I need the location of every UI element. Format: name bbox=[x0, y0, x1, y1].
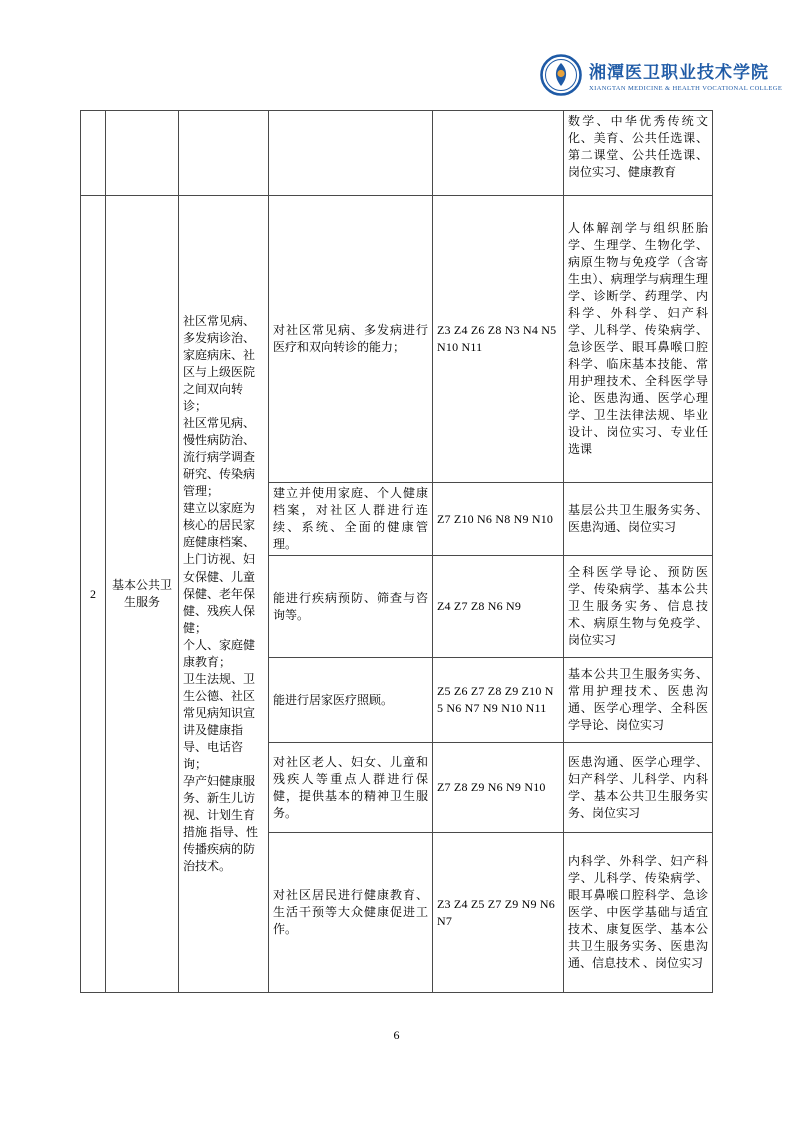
row-index-cell: 2 bbox=[81, 196, 106, 993]
college-name-cn: 湘潭医卫职业技术学院 bbox=[589, 63, 769, 82]
courses-cell: 医患沟通、医学心理学、妇产科学、儿科学、内科学、基本公共卫生服务实务、岗位实习 bbox=[564, 743, 713, 833]
description-cell bbox=[179, 196, 269, 993]
ability-cell: 建立并使用家庭、个人健康档案，对社区人群进行连续、系统、全面的健康管理。 bbox=[269, 483, 433, 556]
college-name-en: XIANGTAN MEDICINE & HEALTH VOCATIONAL COLLEGE bbox=[589, 85, 783, 92]
courses-cell: 全科医学导论、预防医学、传染病学、基本公共卫生服务实务、信息技术、病原生物与免疫学、岗位实习 bbox=[564, 556, 713, 658]
empty-cell bbox=[81, 111, 106, 196]
ability-cell: 对社区常见病、多发病进行医疗和双向转诊的能力； bbox=[269, 196, 433, 483]
courses-cell: 基本公共卫生服务实务、常用护理技术、医患沟通、医学心理学、全科医学导论、岗位实习 bbox=[564, 658, 713, 743]
ability-cell: 对社区居民进行健康教育、生活干预等大众健康促进工作。 bbox=[269, 833, 433, 993]
codes-cell: Z3 Z4 Z5 Z7 Z9 N9 N6 N7 bbox=[433, 833, 564, 993]
codes-cell: Z5 Z6 Z7 Z8 Z9 Z10 N5 N6 N7 N9 N10 N11 bbox=[433, 658, 564, 743]
description-paragraph: 建立以家庭为核心的居民家庭健康档案、上门访视、妇女保健、儿童保健、老年保健、残疾人保健； bbox=[183, 501, 256, 635]
category-cell: 基本公共卫生服务 bbox=[106, 196, 179, 993]
courses-cell: 基层公共卫生服务实务、医患沟通、岗位实习 bbox=[564, 483, 713, 556]
empty-cell bbox=[269, 111, 433, 196]
table-row bbox=[81, 196, 713, 483]
empty-cell bbox=[179, 111, 269, 196]
codes-cell: Z4 Z7 Z8 N6 N9 bbox=[433, 556, 564, 658]
codes-cell: Z7 Z10 N6 N8 N9 N10 bbox=[433, 483, 564, 556]
curriculum-table bbox=[80, 110, 713, 993]
description-paragraph: 卫生法规、卫生公德、社区常见病知识宣讲及健康指导、电话咨询； bbox=[183, 671, 256, 771]
empty-cell bbox=[433, 111, 564, 196]
empty-cell bbox=[106, 111, 179, 196]
ability-cell: 对社区老人、妇女、儿童和残疾人等重点人群进行保健，提供基本的精神卫生服务。 bbox=[269, 743, 433, 833]
college-logo-icon bbox=[540, 54, 582, 96]
table-row bbox=[81, 111, 713, 196]
page-number: 6 bbox=[393, 1028, 400, 1042]
description-paragraph: 社区常见病、多发病诊治、家庭病床、社区与上级医院之间双向转诊； bbox=[183, 314, 256, 414]
college-header bbox=[540, 54, 782, 96]
description-paragraph: 个人、家庭健康教育； bbox=[183, 637, 256, 669]
courses-cell: 内科学、外科学、妇产科学、儿科学、传染病学、眼耳鼻喉口腔科学、急诊医学、中医学基础与适宜技术、康复医学、基本公共卫生服务实务、医患沟通、信息技术 、岗位实习 bbox=[564, 833, 713, 993]
ability-cell: 能进行疾病预防、筛查与咨询等。 bbox=[269, 556, 433, 658]
college-name-block bbox=[589, 58, 782, 92]
courses-cell: 人体解剖学与组织胚胎学、生理学、生物化学、病原生物与免疫学（含寄生虫）、病理学与病理生理学、诊断学、药理学、内科学、外科学、妇产科学、儿科学、传染病学、急诊医学、眼耳鼻喉口腔科学、临床基本技能、常用护理技术、全科医学导论、医患沟通、医学心理学、卫生法律法规、毕业设计、岗位实习、专业任选课 bbox=[564, 196, 713, 483]
codes-cell: Z7 Z8 Z9 N6 N9 N10 bbox=[433, 743, 564, 833]
description-paragraph: 社区常见病、慢性病防治、流行病学调查研究、传染病管理； bbox=[183, 416, 256, 499]
ability-cell: 能进行居家医疗照顾。 bbox=[269, 658, 433, 743]
codes-cell: Z3 Z4 Z6 Z8 N3 N4 N5 N10 N11 bbox=[433, 196, 564, 483]
continuation-courses-cell: 数学、中华优秀传统文化、美育、公共任选课、第二课堂、公共任选课、岗位实习、健康教育 bbox=[564, 111, 713, 196]
description-paragraph: 孕产妇健康服务、新生儿访视、计划生育措施 指导、性传播疾病的防治技术。 bbox=[183, 773, 259, 874]
